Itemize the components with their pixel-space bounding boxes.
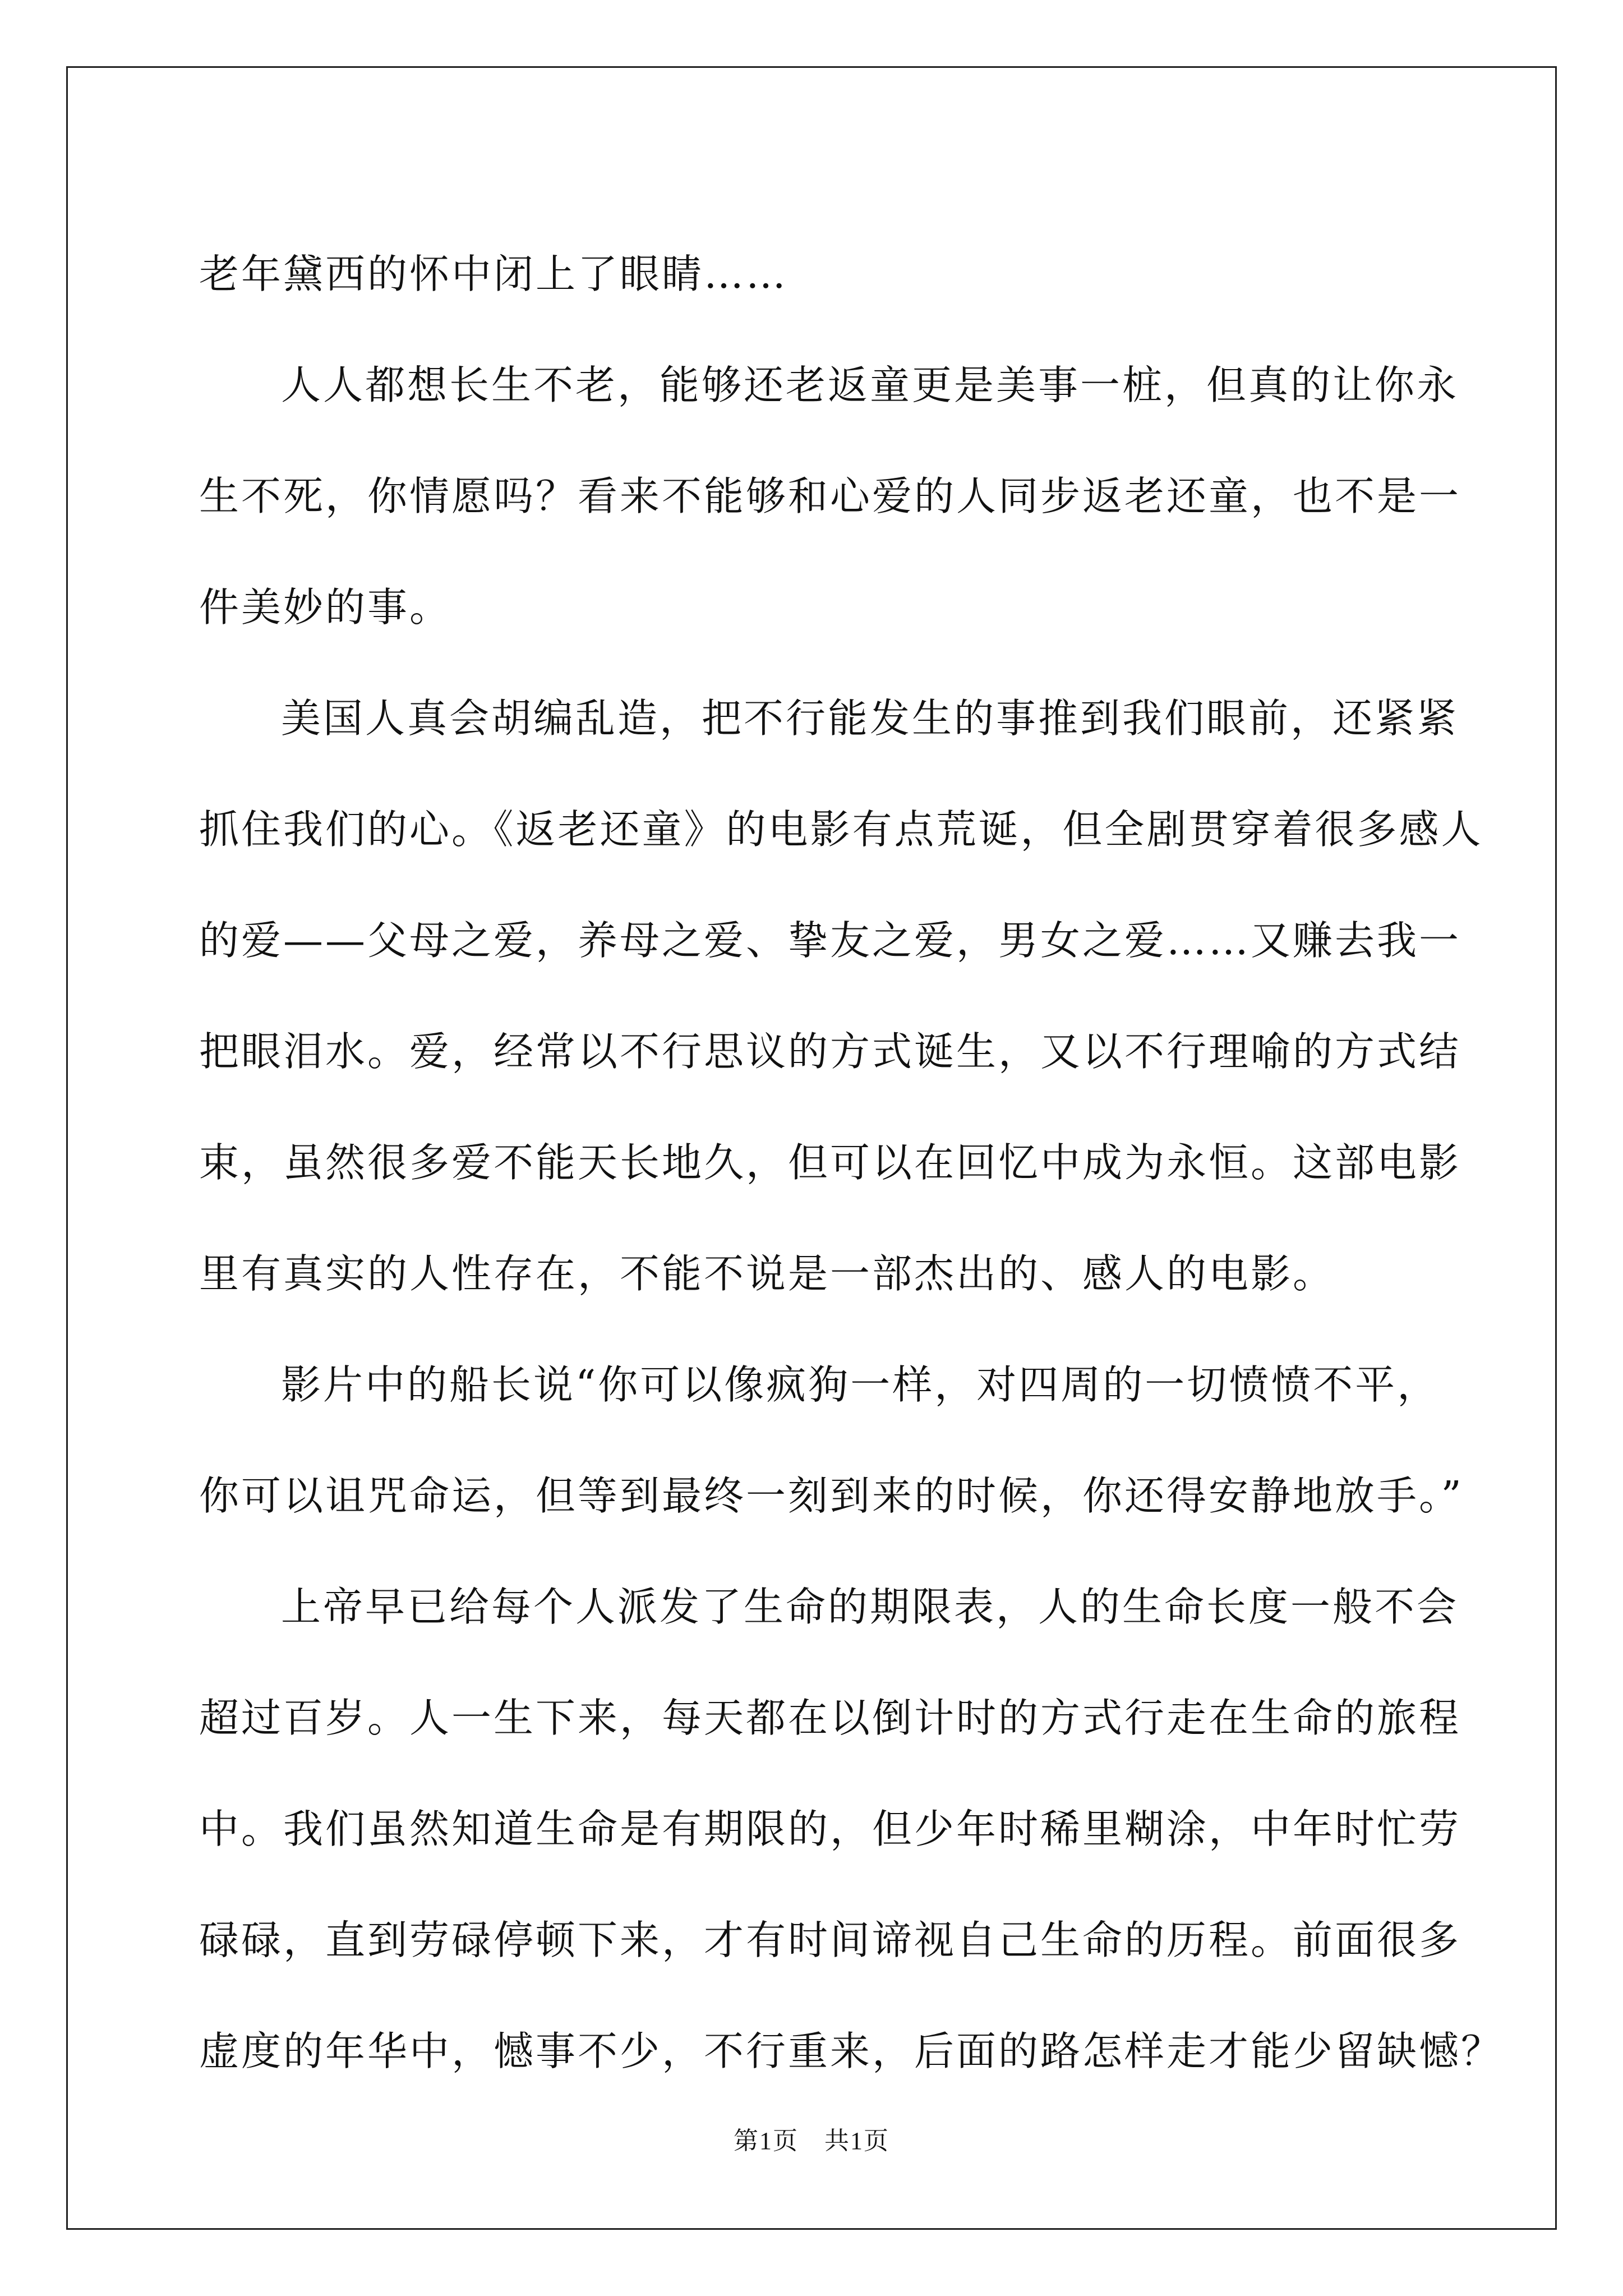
text-line: 生不死，你情愿吗？看来不能够和心爱的人同步返老还童，也不是一	[199, 473, 1461, 519]
text-line: 件美妙的事。	[199, 584, 452, 631]
paragraph-line: 美国人真会胡编乱造，把不行能发生的事推到我们眼前，还紧紧	[281, 695, 1459, 742]
text-line: 的爱——父母之爱，养母之爱、挚友之爱，男女之爱……又赚去我一	[199, 917, 1461, 964]
text-line: 虚度的年华中，憾事不少，不行重来，后面的路怎样走才能少留缺憾？	[199, 2028, 1504, 2074]
text-line: 碌碌，直到劳碌停顿下来，才有时间谛视自己生命的历程。前面很多	[199, 1917, 1461, 1963]
text-line: 束，虽然很多爱不能天长地久，但可以在回忆中成为永恒。这部电影	[199, 1139, 1461, 1186]
document-body	[199, 219, 1504, 2107]
text-line: 中。我们虽然知道生命是有期限的，但少年时稀里糊涂，中年时忙劳	[199, 1806, 1461, 1852]
text-line: 把眼泪水。爱，经常以不行思议的方式诞生，又以不行理喻的方式结	[199, 1028, 1461, 1075]
text-line: 你可以诅咒命运，但等到最终一刻到来的时候，你还得安静地放手。”	[199, 1473, 1464, 1519]
text-line: 老年黛西的怀中闭上了眼睛……	[199, 251, 789, 297]
page-number: 第1页 共1页	[734, 2127, 889, 2155]
paragraph-line: 上帝早已给每个人派发了生命的期限表，人的生命长度一般不会	[281, 1584, 1459, 1630]
text-line: 里有真实的人性存在，不能不说是一部杰出的、感人的电影。	[199, 1250, 1335, 1297]
paragraph-line: 人人都想长生不老，能够还老返童更是美事一桩，但真的让你永	[281, 362, 1459, 408]
text-line: 抓住我们的心。《返老还童》的电影有点荒诞，但全剧贯穿着很多感人	[199, 806, 1483, 853]
text-line: 超过百岁。人一生下来，每天都在以倒计时的方式行走在生命的旅程	[199, 1695, 1461, 1741]
paragraph-line: 影片中的船长说“你可以像疯狗一样，对四周的一切愤愤不平，	[281, 1361, 1440, 1408]
